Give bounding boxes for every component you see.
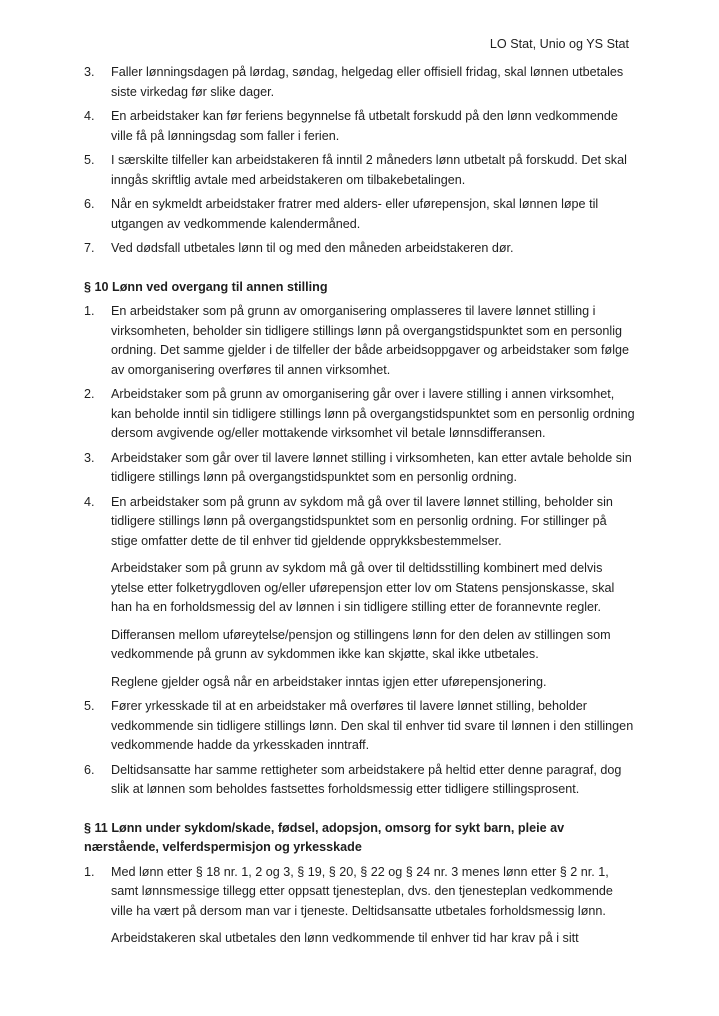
item-number: 4. bbox=[84, 494, 95, 509]
list-item bbox=[84, 493, 636, 693]
item-text: Når en sykmeldt arbeidstaker fratrer med alders- eller uførepensjon, skal lønnen løpe til utgangen av vedkommende kalendermåned. bbox=[111, 197, 599, 231]
item-text: Arbeidstaker som på grunn av sykdom må gå over til deltidsstilling kombinert med delvis ytelse etter folketrygdloven og/eller uførepensjon etter lov om Statens pensjonskasse, skal han ha en forholdsmessig del av lønnen i sin tidligere stilling etter de forannevnte regler. bbox=[111, 561, 615, 614]
item-number: 1. bbox=[84, 304, 95, 318]
section-heading: § 11 Lønn under sykdom/skade, fødsel, adopsjon, omsorg for sykt barn, pleie av nærstående, velferdspermisjon og yrkesskade bbox=[84, 820, 565, 854]
item-text: En arbeidstaker kan før feriens begynnelse få utbetalt forskudd på den lønn vedkommende ville få på lønningsdag som faller i ferien. bbox=[111, 109, 618, 143]
page-header: LO Stat, Unio og YS Stat bbox=[489, 37, 629, 51]
item-number: 7. bbox=[84, 241, 95, 255]
item-text: Ved dødsfall utbetales lønn til og med den måneden arbeidstakeren dør. bbox=[111, 241, 514, 255]
item-number: 3. bbox=[84, 450, 95, 465]
list-item bbox=[84, 195, 636, 234]
list-item bbox=[84, 302, 636, 380]
list-item bbox=[84, 385, 636, 444]
item-text: Arbeidstaker som går over til lavere lønnet stilling i virksomheten, kan etter avtale beholde sin tidligere stillings lønn på overgangstidspunktet som en personlig ordning. bbox=[111, 450, 632, 484]
section-heading: § 10 Lønn ved overgang til annen stilling bbox=[84, 279, 328, 294]
item-text: Med lønn etter § 18 nr. 1, 2 og 3, § 19, § 20, § 22 og § 24 nr. 3 menes lønn etter § 2 nr. 1, samt lønnsmessige tillegg etter oppsatt tjenesteplan, dvs. den tjenesteplan vedkommende ville ha vært på dersom man var i tjeneste. Deltidsansatte utbetales forholdsmessig lønn. bbox=[111, 864, 613, 918]
item-text: Arbeidstaker som på grunn av omorganisering går over i lavere stilling i annen virksomhet, kan beholde inntil sin tidligere stillings lønn på overgangstidspunktet som en personlig ordning dersom avgivende og/eller mottakende virksomhet vil betale lønnsdifferansen. bbox=[111, 387, 635, 440]
item-text: Faller lønningsdagen på lørdag, søndag, helgedag eller offisiell fridag, skal lønnen utbetales siste virkedag før slike dager. bbox=[111, 65, 624, 99]
list-item bbox=[84, 863, 636, 949]
item-text: Differansen mellom uføreytelse/pensjon og stillingens lønn for den delen av stillingen som vedkommende på grunn av sykdommen ikke kan skjøtte, skal ikke utbetales. bbox=[111, 627, 611, 661]
item-number: 3. bbox=[84, 65, 95, 79]
item-text: Arbeidstakeren skal utbetales den lønn vedkommende til enhver tid har krav på i sitt bbox=[111, 931, 579, 945]
item-text: Reglene gjelder også når en arbeidstaker inntas igjen etter uførepensjonering. bbox=[111, 674, 547, 689]
item-number: 5. bbox=[84, 699, 95, 713]
item-text: En arbeidstaker som på grunn av omorganisering omplasseres til lavere lønnet stilling i virksomheten, beholder sin tidligere stillings lønn på overgangstidspunktet som en personlig ordning. Det samme gjelder i de tilfeller der både arbeidsoppgaver og arbeidstaker som følge av omorganisering overføres til annen virksomhet. bbox=[111, 304, 630, 377]
item-number: 5. bbox=[84, 153, 95, 167]
item-number: 1. bbox=[84, 864, 95, 879]
list-item bbox=[84, 761, 636, 800]
item-number: 6. bbox=[84, 197, 95, 211]
item-text: I særskilte tilfeller kan arbeidstakeren få inntil 2 måneders lønn utbetalt på forskudd. Det skal inngås skriftlig avtale med arbeidstakeren om tilbakebetalingen. bbox=[111, 153, 627, 187]
list-item bbox=[84, 151, 636, 190]
item-text: En arbeidstaker som på grunn av sykdom må gå over til lavere lønnet stilling, beholder sin tidligere stillings lønn på overgangstidspunktet som en personlig ordning. For stillinger på stige omfatter dette de til enhver tid gjeldende opprykksbestemmelser. bbox=[111, 494, 613, 548]
list-item bbox=[84, 63, 636, 102]
item-number: 2. bbox=[84, 387, 95, 401]
item-number: 6. bbox=[84, 762, 95, 777]
item-number: 4. bbox=[84, 109, 95, 123]
document-body bbox=[84, 63, 636, 954]
list-item bbox=[84, 697, 636, 756]
item-text: Deltidsansatte har samme rettigheter som arbeidstakere på heltid etter denne paragraf, dog slik at lønnen som beholdes fastsettes forholdsmessig etter tidligere stillingsprosent. bbox=[111, 762, 622, 796]
list-item bbox=[84, 239, 636, 259]
list-item bbox=[84, 449, 636, 488]
list-item bbox=[84, 107, 636, 146]
item-text: Fører yrkesskade til at en arbeidstaker må overføres til lavere lønnet stilling, beholder vedkommende sin tidligere stillings lønn. Den skal til enhver tid svare til lønnen i den stillingen vedkommende hadde da yrkesskaden inntraff. bbox=[111, 699, 634, 752]
